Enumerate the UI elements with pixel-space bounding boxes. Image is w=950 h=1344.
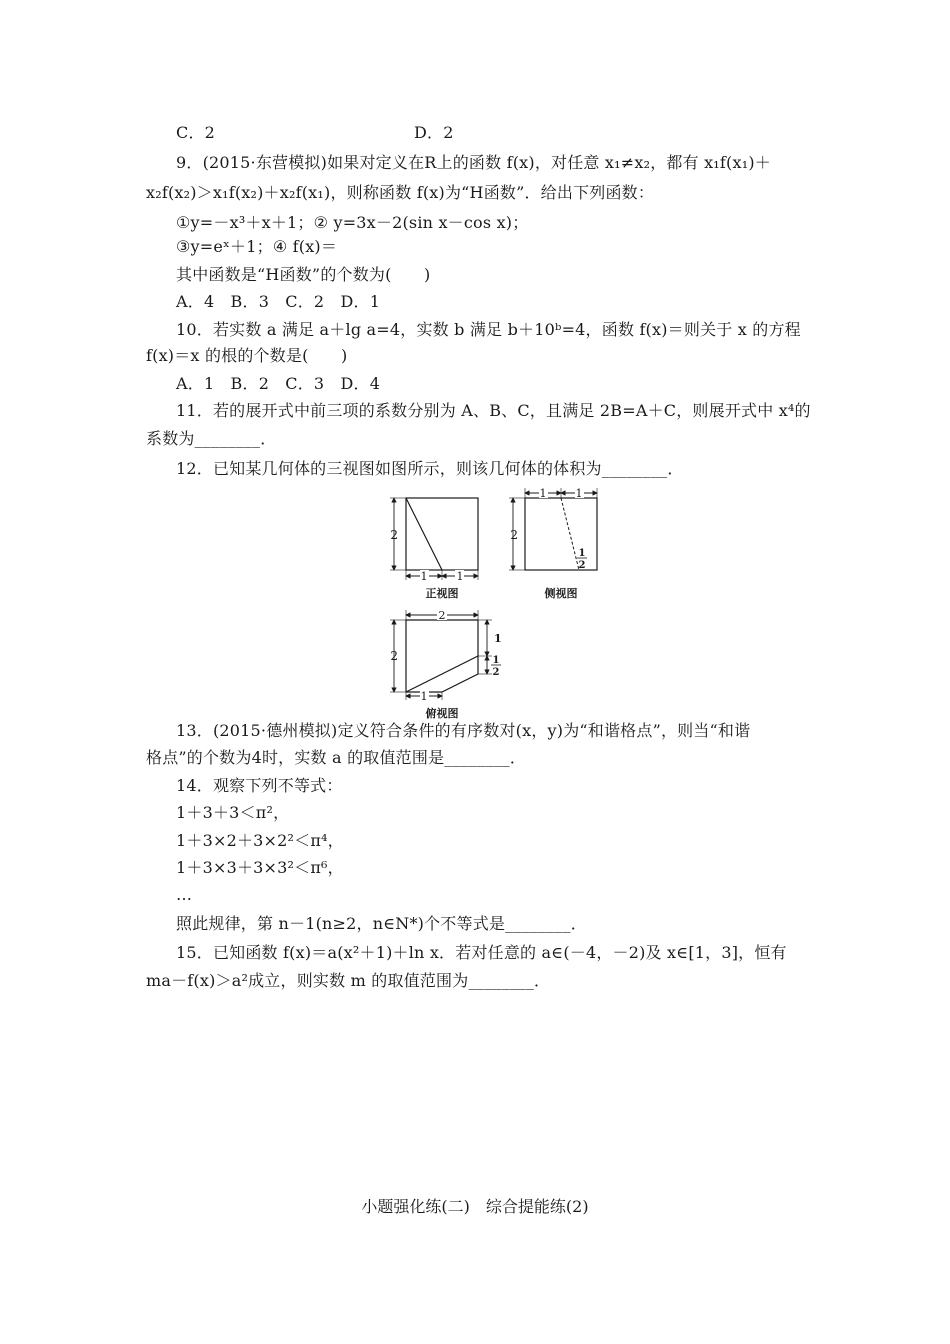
question-9-line-2: x₂f(x₂)＞x₁f(x₂)＋x₂f(x₁)，则称函数 f(x)为“H函数”．给出下列函数： xyxy=(146,183,655,202)
front-view-diagonal xyxy=(406,498,442,570)
front-view-outline xyxy=(406,498,478,570)
top-right-half-numerator: 1 xyxy=(492,655,500,666)
question-14-line-1: 14．观察下列不等式： xyxy=(176,776,343,795)
top-bottom-label: 1 xyxy=(420,690,428,703)
side-top-left-label: 1 xyxy=(539,487,547,500)
top-height-label: 2 xyxy=(390,649,398,663)
question-10-line-2: f(x)＝x 的根的个数是( ) xyxy=(146,346,348,365)
question-14-inequality-1: 1＋3＋3＜π²， xyxy=(176,803,290,822)
top-view-caption: 俯视图 xyxy=(425,707,459,720)
front-bottom-right-label: 1 xyxy=(456,570,464,583)
front-bottom-left-label: 1 xyxy=(420,570,428,583)
side-height-label: 2 xyxy=(510,528,518,542)
question-14-inequality-2: 1＋3×2＋3×2²＜π⁴， xyxy=(176,831,344,850)
side-half-numerator: 1 xyxy=(578,548,586,559)
side-view-caption: 侧视图 xyxy=(544,587,578,600)
side-half-denominator: 2 xyxy=(578,560,586,571)
question-9-prompt: 其中函数是“H函数”的个数为( ) xyxy=(176,265,431,284)
top-view xyxy=(390,609,502,720)
question-9-line-1: 9．(2015·东营模拟)如果对定义在R上的函数 f(x)，对任意 x₁≠x₂，都有 x₁f(x₁)＋ xyxy=(176,153,771,172)
front-view-caption: 正视图 xyxy=(425,587,459,600)
question-13-line-1: 13．(2015·德州模拟)定义符合条件的有序数对(x，y)为“和谐格点”，则当“和谐 xyxy=(176,721,751,740)
side-view-outline xyxy=(525,498,597,570)
top-view-diagonal xyxy=(406,656,478,692)
question-9-function-list-1: ①y=－x³＋x＋1；② y=3x－2(sin x－cos x)； xyxy=(176,213,529,232)
question-15-line-2: ma－f(x)＞a²成立，则实数 m 的取值范围为________． xyxy=(146,971,551,990)
option-d: D．2 xyxy=(414,123,454,142)
front-height-label: 2 xyxy=(390,528,398,542)
question-9-options: A．4 B．3 C．2 D．1 xyxy=(176,292,381,311)
question-12-line-1: 12．已知某几何体的三视图如图所示，则该几何体的体积为________． xyxy=(176,459,684,478)
option-c: C．2 xyxy=(176,123,216,142)
front-view xyxy=(390,498,478,600)
top-width-label: 2 xyxy=(438,609,446,622)
question-10-line-1: 10．若实数 a 满足 a＋lg a=4，实数 b 满足 b＋10ᵇ=4，函数 f(x)＝则关于 x 的方程 xyxy=(176,320,801,339)
side-view xyxy=(509,487,597,600)
question-13-line-2: 格点”的个数为4时，实数 a 的取值范围是________． xyxy=(146,748,527,767)
top-view-outline xyxy=(406,620,478,692)
side-view-hidden-edge xyxy=(561,498,579,570)
question-14-inequality-3: 1＋3×3＋3×3²＜π⁶， xyxy=(176,858,344,877)
question-14-prompt: 照此规律，第 n－1(n≥2，n∈N*)个不等式是________． xyxy=(176,914,587,933)
top-right-one-label: 1 xyxy=(494,632,502,645)
three-view-figure xyxy=(380,484,620,720)
question-10-options: A．1 B．2 C．3 D．4 xyxy=(176,374,381,393)
question-9-function-list-2: ③y=eˣ＋1；④ f(x)＝ xyxy=(176,237,338,256)
question-11-line-2: 系数为________． xyxy=(146,429,277,448)
top-right-half-denominator: 2 xyxy=(492,667,500,678)
question-14-ellipsis: … xyxy=(176,885,193,904)
question-15-line-1: 15．已知函数 f(x)＝a(x²＋1)＋ln x．若对任意的 a∈(－4，－2)及 x∈[1，3]，恒有 xyxy=(176,943,787,962)
question-11-line-1: 11．若的展开式中前三项的系数分别为 A、B、C，且满足 2B=A＋C，则展开式中 x⁴的 xyxy=(176,401,811,420)
side-top-right-label: 1 xyxy=(575,487,583,500)
section-footer-title: 小题强化练(二) 综合提能练(2) xyxy=(361,1197,589,1216)
